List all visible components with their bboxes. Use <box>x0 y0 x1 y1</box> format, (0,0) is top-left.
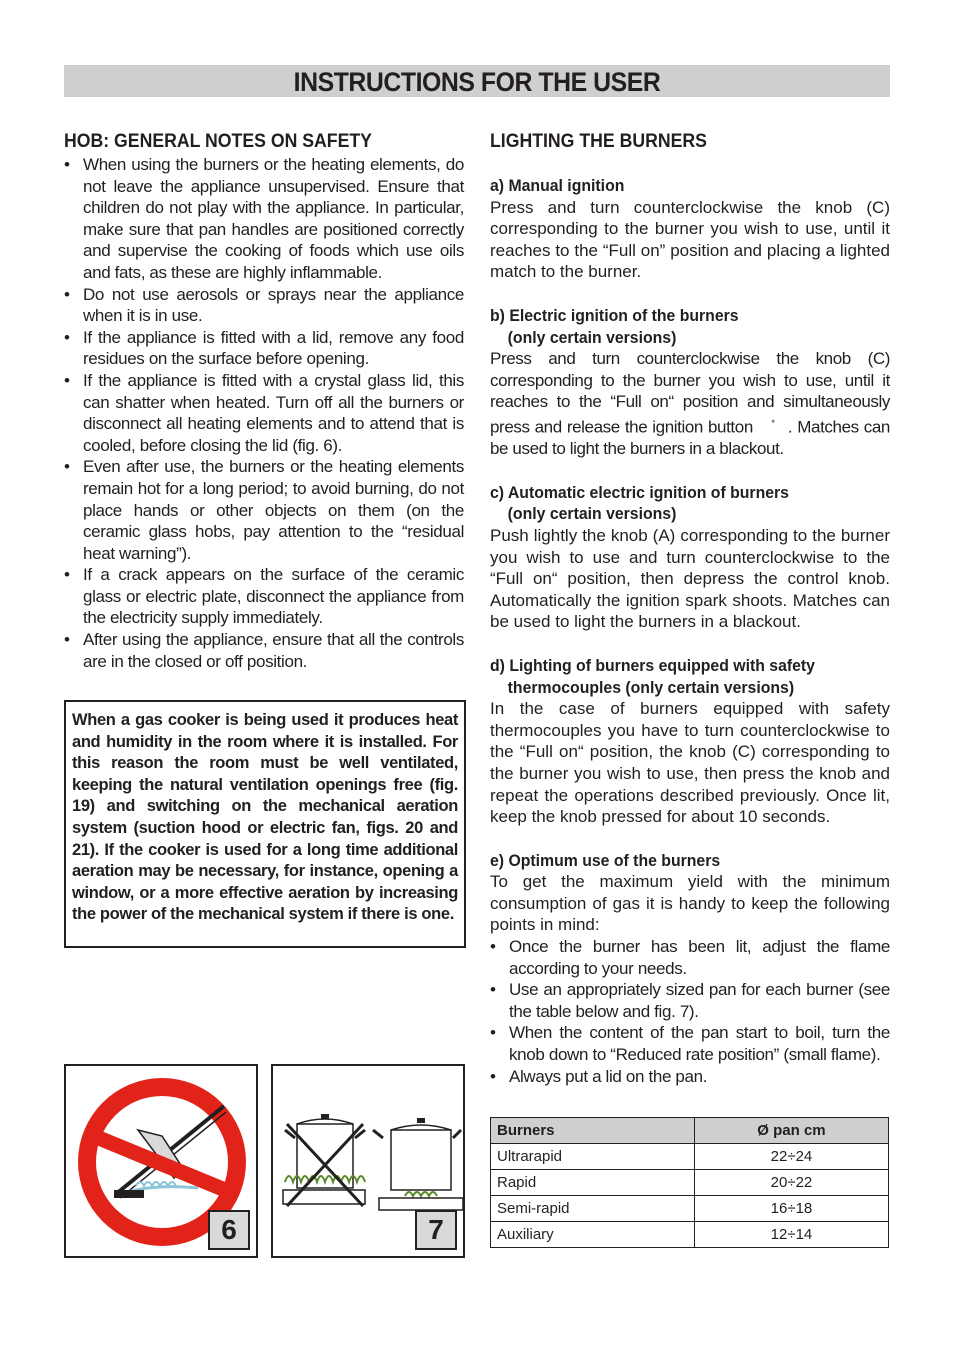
automatic-ignition-text: Push lightly the knob (A) corresponding to the burner you wish to use and turn counterclockwise to the “Full on“ position, then depress the control knob. Automatically the ignition spark shoots. Matches can be used to light the burners in a blackout. <box>490 525 890 632</box>
list-item: • Use an appropriately sized pan for each burner (see the table below and fig. 7). <box>490 979 890 1022</box>
list-item: • Even after use, the burners or the heating elements remain hot for a long period; to avoid burning, do not place hands or other objects on them (on the ceramic glass hobs, pay attention to the “residual heat warning”). <box>64 456 464 564</box>
list-item: • When using the burners or the heating elements, do not leave the appliance unsupervised. Ensure that children do not play with the appliance. In particular, make sure that pan handles are positioned correctly and supervise the cooking of foods which use oils and fats, as these are highly inflammable. <box>64 154 464 284</box>
figure-7-label: 7 <box>415 1210 457 1250</box>
thermocouple-heading: d) Lighting of burners equipped with safety <box>490 655 815 675</box>
manual-ignition-text: Press and turn counterclockwise the knob (C) corresponding to the burner you wish to use, until it reaches to the “Full on” position and placing a lighted match to the burner. <box>490 197 890 282</box>
table-cell: 12÷14 <box>694 1222 888 1248</box>
table-header-row <box>491 1118 889 1144</box>
figure-7 <box>271 1064 465 1258</box>
table-row <box>491 1222 889 1248</box>
electric-ignition-subheading: (only certain versions) <box>507 327 677 347</box>
thermocouple-subheading: thermocouples (only certain versions) <box>507 677 795 697</box>
safety-section <box>64 130 464 672</box>
table-header-burners: Burners <box>491 1118 695 1144</box>
list-item: • Once the burner has been lit, adjust the flame according to your needs. <box>490 936 890 979</box>
list-item: • If a crack appears on the surface of the ceramic glass or electric plate, disconnect the appliance from the electricity supply immediately. <box>64 564 464 629</box>
table-row <box>491 1196 889 1222</box>
table-row <box>491 1170 889 1196</box>
list-item: • If the appliance is fitted with a crystal glass lid, this can shatter when heated. Turn off all the burners or disconnect all heating elements and to attend that is cooled, before closing the lid (fig. 6). <box>64 370 464 456</box>
lighting-section <box>490 130 890 1087</box>
automatic-ignition-subheading: (only certain versions) <box>507 504 677 524</box>
list-item: • If the appliance is fitted with a lid, remove any food residues on the surface before opening. <box>64 327 464 370</box>
title-bar <box>64 65 890 97</box>
manual-ignition-heading: a) Manual ignition <box>490 176 625 195</box>
ventilation-warning-box: When a gas cooker is being used it produces heat and humidity in the room where it is installed. For this reason the room must be well ventilated, keeping the natural ventilation openings free (fig. 19) and switching on the mechanical aeration system (suction hood or electric fan, figs. 20 and 21). If the cooker is used for a long time additional aeration may be necessary, for instance, opening a window, or a more effective aeration by increasing the power of the mechanical system if there is one. <box>64 700 466 948</box>
table-cell: Semi-rapid <box>491 1196 695 1222</box>
list-item: • Always put a lid on the pan. <box>490 1066 890 1088</box>
list-item: • Do not use aerosols or sprays near the appliance when it is in use. <box>64 284 464 327</box>
table-cell: Auxiliary <box>491 1222 695 1248</box>
optimum-use-heading: e) Optimum use of the burners <box>490 850 721 870</box>
safety-heading: HOB: GENERAL NOTES ON SAFETY <box>64 131 372 152</box>
table-cell: Rapid <box>491 1170 695 1196</box>
figure-6 <box>64 1064 258 1258</box>
thermocouple-text: In the case of burners equipped with safety thermocouples you have to turn counterclockwise to the “Full on“ position, the knob (C) corresponding to the burner you wish to use, then press the knob and repeat the operations described previously. Once lit, keep the knob pressed for about 10 seconds. <box>490 699 890 827</box>
optimum-use-text: To get the maximum yield with the minimum consumption of gas it is handy to keep the following points in mind: <box>490 872 890 935</box>
table-cell: 22÷24 <box>694 1144 888 1170</box>
electric-ignition-text: Press and turn counterclockwise the knob (C) corresponding to the burner you wish to use, until it reaches to the “Full on“ position and simultaneously press and release the ignition button * . Matches can be used to light the burners in a blackout. <box>490 349 890 459</box>
table-cell: 16÷18 <box>694 1196 888 1222</box>
list-item: • After using the appliance, ensure that all the controls are in the closed or off position. <box>64 629 464 672</box>
page-title: INSTRUCTIONS FOR THE USER <box>293 67 661 97</box>
table-cell: 20÷22 <box>694 1170 888 1196</box>
optimum-use-list <box>490 936 890 1087</box>
figure-6-label: 6 <box>208 1210 250 1250</box>
table-header-pan-size: Ø pan cm <box>694 1118 888 1144</box>
ignition-button-icon: * <box>771 417 775 428</box>
list-item: • When the content of the pan start to boil, turn the knob down to “Reduced rate position” (small flame). <box>490 1022 890 1065</box>
table-row <box>491 1144 889 1170</box>
safety-list <box>64 154 464 672</box>
automatic-ignition-heading: c) Automatic electric ignition of burners <box>490 482 789 502</box>
electric-ignition-heading: b) Electric ignition of the burners <box>490 305 739 325</box>
table-cell: Ultrarapid <box>491 1144 695 1170</box>
lighting-heading: LIGHTING THE BURNERS <box>490 131 707 152</box>
burner-pan-size-table <box>490 1117 889 1248</box>
